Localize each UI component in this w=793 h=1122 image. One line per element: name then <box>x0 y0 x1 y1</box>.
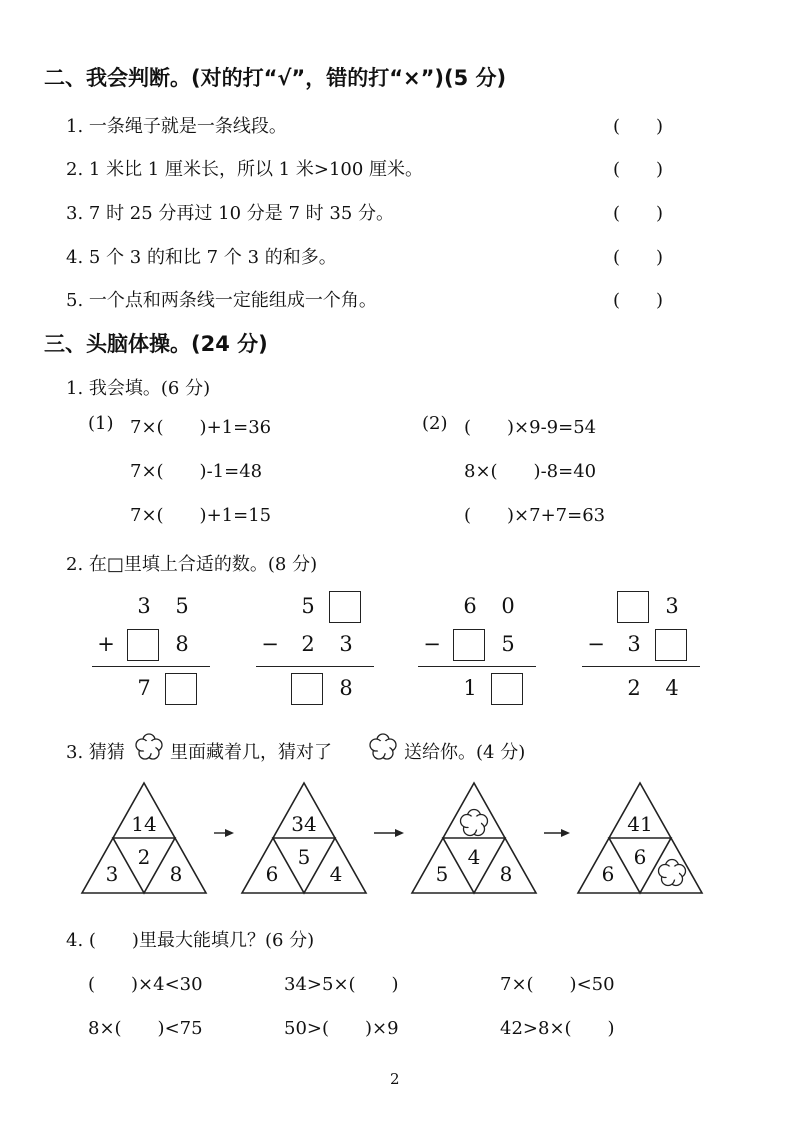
q4-eq-6[interactable]: 42>8×( ) <box>500 1018 615 1039</box>
judge-answer-4[interactable]: ( ) <box>613 247 664 268</box>
sum-line <box>582 666 700 667</box>
answer-box[interactable] <box>329 591 361 623</box>
digit: 0 <box>501 594 515 618</box>
digit: 3 <box>627 632 641 656</box>
arrow-head-icon <box>395 829 404 837</box>
digit: 5 <box>501 632 515 656</box>
triangle-left-number: 6 <box>265 862 279 886</box>
triangle-right-number: 4 <box>329 862 343 886</box>
flower-icon <box>134 732 164 762</box>
page-number: 2 <box>390 1070 400 1088</box>
digit: 5 <box>175 594 189 618</box>
q1-right-eq-3[interactable]: ( )×7+7=63 <box>464 505 606 526</box>
arrow-head-icon <box>561 829 570 837</box>
q1-left-eq-1[interactable]: 7×( )+1=36 <box>130 417 272 438</box>
q3-title-part-b: 里面藏着几，猜对了 <box>170 742 332 763</box>
digit: 8 <box>339 676 353 700</box>
triangle-center-number: 2 <box>137 845 151 869</box>
q4-eq-4[interactable]: 8×( )<75 <box>88 1018 203 1039</box>
q4-title: 4. ( )里最大能填几？(6 分) <box>66 930 315 951</box>
q1-right-eq-1[interactable]: ( )×9-9=54 <box>464 417 597 438</box>
q2-title: 2. 在□里填上合适的数。(8 分) <box>66 554 318 575</box>
q1-right-eq-2[interactable]: 8×( )-8=40 <box>464 461 597 482</box>
digit: 3 <box>339 632 353 656</box>
judge-item-3: 3. 7 时 25 分再过 10 分是 7 时 35 分。 <box>66 203 395 224</box>
q1-left-eq-3[interactable]: 7×( )+1=15 <box>130 505 272 526</box>
judge-answer-5[interactable]: ( ) <box>613 290 664 311</box>
judge-answer-3[interactable]: ( ) <box>613 203 664 224</box>
digit: 3 <box>665 594 679 618</box>
triangle-top-number: 14 <box>131 812 157 836</box>
triangle-puzzles <box>0 775 793 905</box>
answer-box[interactable] <box>655 629 687 661</box>
section2-title: 二、我会判断。(对的打“√”，错的打“×”)(5 分) <box>44 66 507 90</box>
operator: − <box>261 632 279 656</box>
sum-line <box>92 666 210 667</box>
triangle-left-number: 3 <box>105 862 119 886</box>
q1-right-label: (2) <box>422 413 448 434</box>
triangle-center-number: 5 <box>297 845 311 869</box>
q1-title: 1. 我会填。(6 分) <box>66 378 211 399</box>
judge-item-1: 1. 一条绳子就是一条线段。 <box>66 116 287 137</box>
triangle-left-number: 6 <box>601 862 615 886</box>
q3-title-part-c: 送给你。(4 分) <box>404 742 526 763</box>
digit: 1 <box>463 676 477 700</box>
triangle-left-number: 5 <box>435 862 449 886</box>
answer-box[interactable] <box>291 673 323 705</box>
triangle-center-number: 6 <box>633 845 647 869</box>
digit: 4 <box>665 676 679 700</box>
triangle-center-number: 4 <box>467 845 481 869</box>
q1-left-eq-2[interactable]: 7×( )-1=48 <box>130 461 263 482</box>
triangle-right-number: 8 <box>499 862 513 886</box>
flower-icon <box>461 810 488 836</box>
q4-eq-2[interactable]: 34>5×( ) <box>284 974 399 995</box>
q4-eq-1[interactable]: ( )×4<30 <box>88 974 203 995</box>
digit: 8 <box>175 632 189 656</box>
judge-item-2: 2. 1 米比 1 厘米长，所以 1 米>100 厘米。 <box>66 159 424 180</box>
q3-title-part-a: 3. 猜猜 <box>66 742 125 763</box>
triangle-right-number: 8 <box>169 862 183 886</box>
answer-box[interactable] <box>453 629 485 661</box>
answer-box[interactable] <box>617 591 649 623</box>
flower-icon <box>368 732 398 762</box>
triangle-top-number: 41 <box>627 812 653 836</box>
operator: − <box>587 632 605 656</box>
digit: 6 <box>463 594 477 618</box>
operator: − <box>423 632 441 656</box>
digit: 5 <box>301 594 315 618</box>
digit: 2 <box>301 632 315 656</box>
digit: 3 <box>137 594 151 618</box>
judge-item-5: 5. 一个点和两条线一定能组成一个角。 <box>66 290 377 311</box>
q4-eq-5[interactable]: 50>( )×9 <box>284 1018 399 1039</box>
arrow-head-icon <box>225 829 234 837</box>
sum-line <box>418 666 536 667</box>
answer-box[interactable] <box>491 673 523 705</box>
sum-line <box>256 666 374 667</box>
flower-icon <box>659 860 686 886</box>
section3-title: 三、头脑体操。(24 分) <box>44 332 268 356</box>
answer-box[interactable] <box>127 629 159 661</box>
judge-item-4: 4. 5 个 3 的和比 7 个 3 的和多。 <box>66 247 337 268</box>
judge-answer-1[interactable]: ( ) <box>613 116 664 137</box>
q4-eq-3[interactable]: 7×( )<50 <box>500 974 615 995</box>
digit: 7 <box>137 676 151 700</box>
q1-left-label: (1) <box>88 413 114 434</box>
judge-answer-2[interactable]: ( ) <box>613 159 664 180</box>
digit: 2 <box>627 676 641 700</box>
operator: + <box>97 632 115 656</box>
answer-box[interactable] <box>165 673 197 705</box>
triangle-top-number: 34 <box>291 812 317 836</box>
